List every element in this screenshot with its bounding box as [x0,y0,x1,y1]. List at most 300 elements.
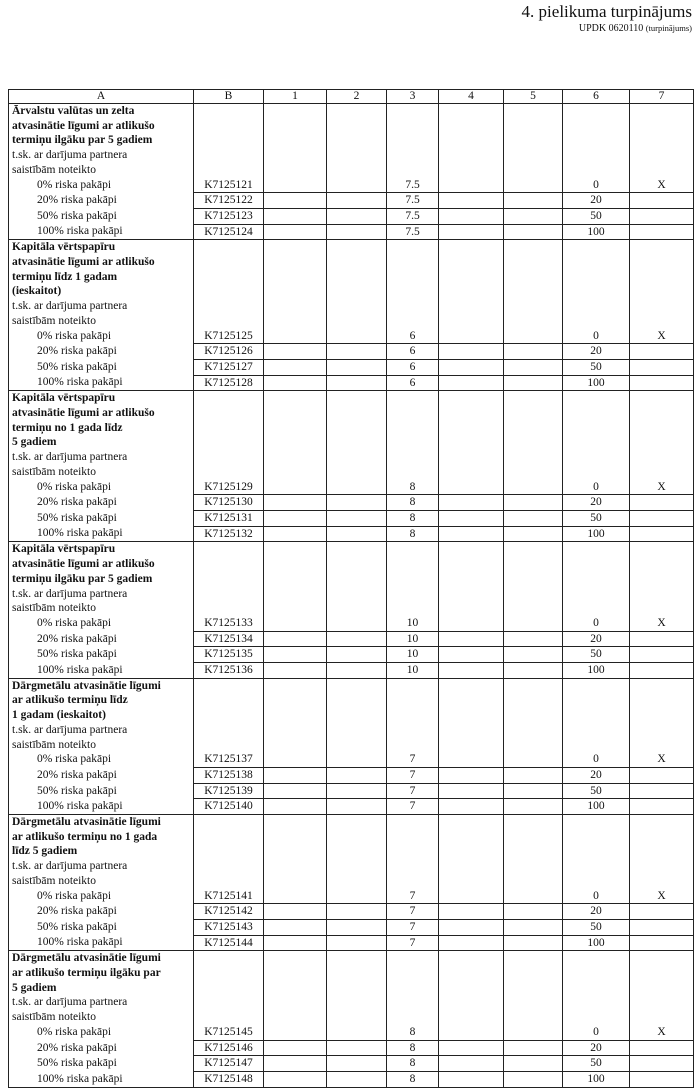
empty-cell [504,119,563,134]
cell-col-2 [327,1040,387,1056]
risk-label: 0% riska pakāpi [9,178,194,193]
risk-label: 20% riska pakāpi [9,904,194,920]
empty-cell [630,406,694,421]
cell-col-4 [439,526,504,542]
cell-col-1 [264,208,327,224]
empty-cell [563,299,630,314]
empty-cell [194,148,264,163]
empty-cell [327,995,387,1010]
table-row [9,783,694,799]
empty-cell [439,421,504,436]
cell-col-2 [327,526,387,542]
row-code: K7125121 [194,178,264,193]
empty-cell [387,693,439,708]
empty-cell [630,572,694,587]
empty-cell [630,723,694,738]
empty-cell [439,406,504,421]
cell-col-3: 7 [387,767,439,783]
table-row [9,329,694,344]
empty-cell [194,421,264,436]
empty-cell [194,299,264,314]
row-code: K7125130 [194,495,264,511]
section-text-row [9,391,694,406]
cell-col-4 [439,647,504,663]
cell-col-6: 50 [563,647,630,663]
table-row [9,193,694,209]
empty-cell [439,148,504,163]
empty-cell [563,738,630,753]
section-text-row [9,708,694,723]
empty-cell [194,859,264,874]
section-text-row [9,542,694,557]
section-subtitle-line: saistībām noteikto [9,314,194,329]
empty-cell [504,572,563,587]
section-text-row [9,133,694,148]
empty-cell [327,844,387,859]
row-code: K7125143 [194,919,264,935]
section-title-line: termiņu līdz 1 gadam [9,270,194,285]
section-text-row [9,104,694,119]
empty-cell [264,572,327,587]
empty-cell [194,119,264,134]
empty-cell [439,542,504,557]
empty-cell [439,874,504,889]
section-title-line: Kapitāla vērtspapīru [9,391,194,406]
empty-cell [327,981,387,996]
cell-col-5 [504,663,563,679]
risk-label: 20% riska pakāpi [9,631,194,647]
empty-cell [504,314,563,329]
cell-col-1 [264,767,327,783]
empty-cell [630,148,694,163]
cell-col-2 [327,1056,387,1072]
empty-cell [264,738,327,753]
empty-cell [563,708,630,723]
cell-col-6: 20 [563,631,630,647]
cell-col-7 [630,1040,694,1056]
cell-col-4 [439,510,504,526]
risk-label: 100% riska pakāpi [9,224,194,240]
empty-cell [264,951,327,966]
empty-cell [387,572,439,587]
empty-cell [194,450,264,465]
cell-col-3: 10 [387,663,439,679]
empty-cell [387,270,439,285]
cell-col-7 [630,224,694,240]
section-subtitle-line: t.sk. ar darījuma partnera [9,148,194,163]
empty-cell [327,723,387,738]
section-subtitle-line: saistībām noteikto [9,163,194,178]
empty-cell [504,830,563,845]
column-header-a: A [9,90,194,104]
cell-col-5 [504,510,563,526]
cell-col-1 [264,935,327,951]
risk-label: 20% riska pakāpi [9,1040,194,1056]
row-code: K7125125 [194,329,264,344]
empty-cell [327,601,387,616]
section-text-row [9,723,694,738]
cell-col-1 [264,752,327,767]
cell-col-5 [504,224,563,240]
empty-cell [504,723,563,738]
empty-cell [563,133,630,148]
empty-cell [194,587,264,602]
cell-col-5 [504,1025,563,1040]
table-row [9,480,694,495]
risk-label: 100% riska pakāpi [9,1072,194,1088]
section-text-row [9,874,694,889]
cell-col-4 [439,935,504,951]
empty-cell [630,601,694,616]
empty-cell [504,133,563,148]
cell-col-1 [264,799,327,815]
cell-col-3: 7 [387,799,439,815]
cell-col-7 [630,631,694,647]
cell-col-6: 100 [563,799,630,815]
empty-cell [264,981,327,996]
cell-col-2 [327,329,387,344]
section-text-row [9,406,694,421]
empty-cell [264,830,327,845]
table-row [9,889,694,904]
table-row [9,224,694,240]
empty-cell [264,678,327,693]
table-row [9,919,694,935]
section-text-row [9,1010,694,1025]
row-code: K7125126 [194,344,264,360]
cell-col-5 [504,647,563,663]
cell-col-2 [327,178,387,193]
empty-cell [439,815,504,830]
cell-col-7 [630,510,694,526]
cell-col-4 [439,329,504,344]
cell-col-2 [327,752,387,767]
empty-cell [194,270,264,285]
empty-cell [504,148,563,163]
empty-cell [194,163,264,178]
cell-col-3: 7.5 [387,224,439,240]
risk-label: 0% riska pakāpi [9,752,194,767]
empty-cell [439,693,504,708]
empty-cell [327,435,387,450]
section-text-row [9,465,694,480]
empty-cell [504,421,563,436]
empty-cell [563,435,630,450]
empty-cell [630,981,694,996]
empty-cell [630,966,694,981]
cell-col-4 [439,193,504,209]
cell-col-3: 7.5 [387,178,439,193]
section-text-row [9,738,694,753]
empty-cell [264,450,327,465]
cell-col-5 [504,783,563,799]
empty-cell [504,966,563,981]
empty-cell [439,601,504,616]
cell-col-6: 50 [563,359,630,375]
empty-cell [194,391,264,406]
empty-cell [563,148,630,163]
cell-col-6: 20 [563,495,630,511]
cell-col-5 [504,799,563,815]
cell-col-4 [439,208,504,224]
cell-col-5 [504,375,563,391]
table-row [9,1025,694,1040]
row-code: K7125135 [194,647,264,663]
empty-cell [194,314,264,329]
section-subtitle-line: saistībām noteikto [9,874,194,889]
empty-cell [194,738,264,753]
empty-cell [264,693,327,708]
section-title-line: Dārgmetālu atvasinātie līgumi [9,678,194,693]
empty-cell [439,951,504,966]
cell-col-6: 0 [563,616,630,631]
risk-label: 0% riska pakāpi [9,889,194,904]
empty-cell [630,874,694,889]
empty-cell [264,859,327,874]
column-header-4: 4 [439,90,504,104]
empty-cell [630,270,694,285]
cell-col-1 [264,889,327,904]
cell-col-7 [630,526,694,542]
column-header-row [9,90,694,104]
cell-col-2 [327,783,387,799]
section-text-row [9,815,694,830]
section-text-row [9,557,694,572]
empty-cell [504,844,563,859]
empty-cell [194,240,264,255]
cell-col-7 [630,647,694,663]
empty-cell [194,435,264,450]
section-text-row [9,830,694,845]
empty-cell [387,450,439,465]
cell-col-6: 0 [563,1025,630,1040]
empty-cell [327,148,387,163]
empty-cell [504,435,563,450]
risk-label: 50% riska pakāpi [9,359,194,375]
cell-col-1 [264,480,327,495]
section-text-row [9,299,694,314]
cell-col-5 [504,193,563,209]
table-row [9,178,694,193]
empty-cell [264,406,327,421]
empty-cell [387,1010,439,1025]
cell-col-7 [630,663,694,679]
empty-cell [387,240,439,255]
risk-label: 20% riska pakāpi [9,495,194,511]
empty-cell [504,815,563,830]
cell-col-5 [504,208,563,224]
empty-cell [563,859,630,874]
cell-col-1 [264,193,327,209]
risk-label: 0% riska pakāpi [9,1025,194,1040]
empty-cell [194,844,264,859]
risk-label: 50% riska pakāpi [9,510,194,526]
cell-col-7 [630,904,694,920]
empty-cell [439,435,504,450]
empty-cell [387,391,439,406]
empty-cell [504,874,563,889]
cell-col-7 [630,375,694,391]
empty-cell [439,738,504,753]
cell-col-3: 8 [387,510,439,526]
cell-col-1 [264,783,327,799]
empty-cell [387,133,439,148]
empty-cell [327,255,387,270]
empty-cell [387,542,439,557]
empty-cell [439,708,504,723]
cell-col-7 [630,799,694,815]
row-code: K7125136 [194,663,264,679]
empty-cell [327,678,387,693]
empty-cell [563,542,630,557]
appendix-title: 4. pielikuma turpinājums [521,2,692,21]
empty-cell [264,148,327,163]
empty-cell [563,951,630,966]
empty-cell [327,966,387,981]
section-text-row [9,148,694,163]
empty-cell [439,830,504,845]
section-title-line: 1 gadam (ieskaitot) [9,708,194,723]
empty-cell [563,981,630,996]
empty-cell [630,951,694,966]
cell-col-2 [327,663,387,679]
cell-col-5 [504,767,563,783]
section-title-line: termiņu no 1 gada līdz [9,421,194,436]
empty-cell [194,601,264,616]
empty-cell [439,314,504,329]
section-title-line: atvasinātie līgumi ar atlikušo [9,119,194,134]
empty-cell [630,995,694,1010]
cell-col-2 [327,480,387,495]
empty-cell [563,678,630,693]
cell-col-6: 20 [563,193,630,209]
empty-cell [264,299,327,314]
cell-col-5 [504,631,563,647]
cell-col-1 [264,1025,327,1040]
cell-col-3: 8 [387,480,439,495]
table-row [9,1056,694,1072]
empty-cell [504,450,563,465]
section-text-row [9,693,694,708]
empty-cell [387,406,439,421]
document-header [522,2,692,35]
table-row [9,495,694,511]
empty-cell [387,587,439,602]
row-code: K7125141 [194,889,264,904]
risk-label: 0% riska pakāpi [9,329,194,344]
empty-cell [439,981,504,996]
empty-cell [327,1010,387,1025]
cell-col-3: 8 [387,1072,439,1088]
cell-col-3: 6 [387,359,439,375]
risk-table [8,89,694,1088]
section-title-line: Dārgmetālu atvasinātie līgumi [9,815,194,830]
cell-col-6: 100 [563,663,630,679]
empty-cell [439,587,504,602]
cell-col-6: 0 [563,752,630,767]
empty-cell [439,1010,504,1025]
risk-label: 100% riska pakāpi [9,375,194,391]
empty-cell [194,284,264,299]
cell-col-6: 100 [563,375,630,391]
section-text-row [9,270,694,285]
empty-cell [630,587,694,602]
section-text-row [9,844,694,859]
empty-cell [194,104,264,119]
empty-cell [504,587,563,602]
cell-col-1 [264,1056,327,1072]
section-text-row [9,255,694,270]
empty-cell [630,815,694,830]
empty-cell [327,133,387,148]
section-title-line: līdz 5 gadiem [9,844,194,859]
row-code: K7125129 [194,480,264,495]
empty-cell [327,421,387,436]
empty-cell [387,951,439,966]
empty-cell [563,391,630,406]
column-header-2: 2 [327,90,387,104]
cell-col-6: 0 [563,480,630,495]
empty-cell [630,678,694,693]
empty-cell [563,270,630,285]
cell-col-6: 50 [563,919,630,935]
risk-label: 50% riska pakāpi [9,208,194,224]
empty-cell [194,693,264,708]
section-title-line: termiņu ilgāku par 5 gadiem [9,133,194,148]
cell-col-6: 50 [563,510,630,526]
empty-cell [194,815,264,830]
empty-cell [327,299,387,314]
empty-cell [439,465,504,480]
cell-col-5 [504,359,563,375]
empty-cell [387,874,439,889]
cell-col-2 [327,767,387,783]
cell-col-2 [327,799,387,815]
cell-col-2 [327,616,387,631]
risk-label: 50% riska pakāpi [9,919,194,935]
cell-col-2 [327,510,387,526]
empty-cell [563,421,630,436]
row-code: K7125142 [194,904,264,920]
empty-cell [327,815,387,830]
empty-cell [327,450,387,465]
table-row [9,663,694,679]
table-row [9,935,694,951]
cell-col-5 [504,904,563,920]
cell-col-2 [327,193,387,209]
empty-cell [630,314,694,329]
cell-col-4 [439,752,504,767]
empty-cell [327,557,387,572]
form-code [522,22,692,35]
empty-cell [504,104,563,119]
section-text-row [9,601,694,616]
cell-col-7: X [630,329,694,344]
section-title-line: termiņu ilgāku par 5 gadiem [9,572,194,587]
empty-cell [563,406,630,421]
empty-cell [387,738,439,753]
section-text-row [9,951,694,966]
section-text-row [9,572,694,587]
cell-col-4 [439,178,504,193]
section-title-line: ar atlikušo termiņu ilgāku par [9,966,194,981]
risk-label: 100% riska pakāpi [9,935,194,951]
section-text-row [9,284,694,299]
row-code: K7125133 [194,616,264,631]
cell-col-3: 7 [387,919,439,935]
cell-col-3: 8 [387,1025,439,1040]
empty-cell [630,391,694,406]
